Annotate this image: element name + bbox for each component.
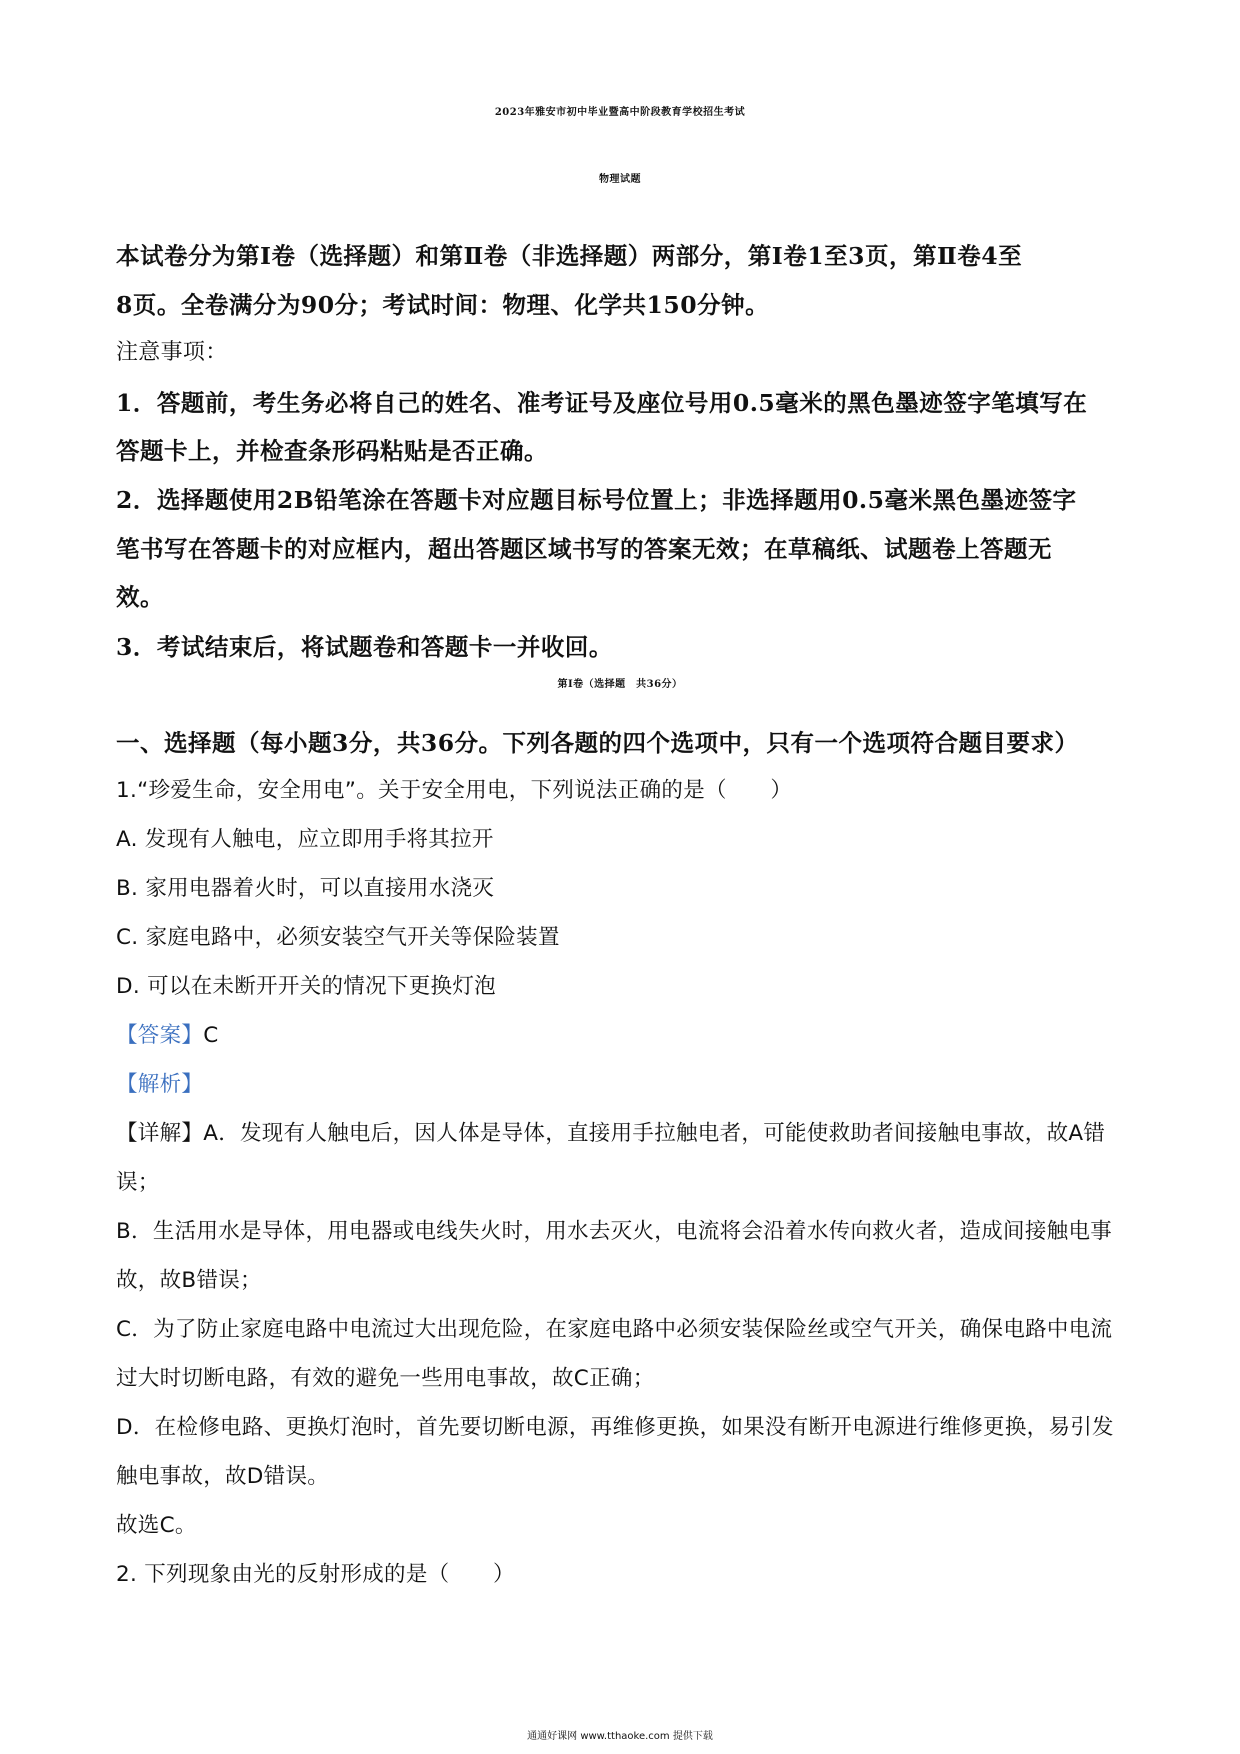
answer-value: C [203,1023,219,1048]
question-1-option-a: A. 发现有人触电，应立即用手将其拉开 [116,827,494,852]
question-1-option-b: B. 家用电器着火时，可以直接用水浇灭 [116,876,495,901]
detail-line-1: 【详解】A．发现有人触电后，因人体是导体，直接用手拉触电者，可能使救助者间接触电事故，故A错 [116,1121,1106,1146]
question-2-stem: 2. 下列现象由光的反射形成的是（ ） [116,1562,515,1587]
question-1-option-d: D. 可以在未断开开关的情况下更换灯泡 [116,974,496,999]
volume-heading: 第Ⅰ卷（选择题 共36分） [557,679,683,690]
question-1-stem: 1.“珍爱生命，安全用电”。关于安全用电，下列说法正确的是（ ） [116,778,793,803]
notes-heading: 注意事项： [116,340,228,365]
intro-line-1: 本试卷分为第Ⅰ卷（选择题）和第Ⅱ卷（非选择题）两部分，第Ⅰ卷1至3页，第Ⅱ卷4至 [116,242,1023,270]
exam-title: 2023年雅安市初中毕业暨高中阶段教育学校招生考试 [494,107,746,118]
answer-row [116,1018,219,1049]
detail-line-7: D．在检修电路、更换灯泡时，首先要切断电源，再维修更换，如果没有断开电源进行维修更换，易引发 [116,1415,1114,1440]
note-2-line-1: 2．选择题使用2B铅笔涂在答题卡对应题目标号位置上；非选择题用0.5毫米黑色墨迹签字 [116,486,1077,514]
part-heading: 一、选择题（每小题3分，共36分。下列各题的四个选项中，只有一个选项符合题目要求） [116,729,1079,757]
detail-line-5: C．为了防止家庭电路中电流过大出现危险，在家庭电路中必须安装保险丝或空气开关，确保电路中电流 [116,1317,1113,1342]
note-1-line-2: 答题卡上，并检查条形码粘贴是否正确。 [116,437,548,465]
note-2-line-2: 笔书写在答题卡的对应框内，超出答题区域书写的答案无效；在草稿纸、试题卷上答题无 [116,535,1052,563]
question-1-option-c: C. 家庭电路中，必须安装空气开关等保险装置 [116,925,560,950]
detail-line-4: 故，故B错误； [116,1268,262,1293]
detail-line-6: 过大时切断电路，有效的避免一些用电事故，故C正确； [116,1366,655,1391]
note-3: 3．考试结束后，将试题卷和答题卡一并收回。 [116,633,613,661]
detail-line-2: 误； [116,1170,160,1195]
answer-tag: 【答案】 [116,1023,204,1048]
note-1-line-1: 1．答题前，考生务必将自己的姓名、准考证号及座位号用0.5毫米的黑色墨迹签字笔填写在 [116,389,1088,417]
analysis-tag: 【解析】 [116,1072,204,1097]
detail-line-8: 触电事故，故D错误。 [116,1464,330,1489]
detail-line-3: B．生活用水是导体，用电器或电线失火时，用水去灭火，电流将会沿着水传向救火者，造成间接触电事 [116,1219,1113,1244]
footer-watermark: 通通好课网 www.tthaoke.com 提供下载 [527,1731,713,1742]
note-2-line-3: 效。 [116,583,164,611]
exam-subtitle: 物理试题 [599,174,641,185]
conclusion: 故选C。 [116,1513,197,1538]
intro-line-2: 8页。全卷满分为90分；考试时间：物理、化学共150分钟。 [116,291,770,319]
